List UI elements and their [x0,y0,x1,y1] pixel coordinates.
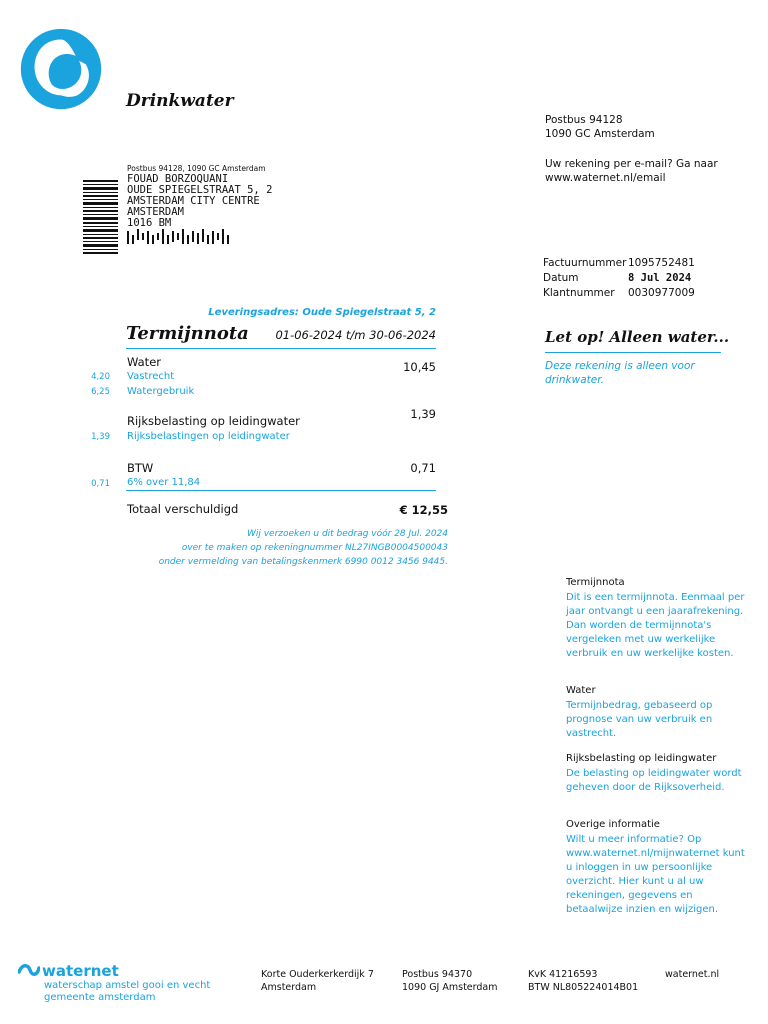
watergebruik-amount: 6,25 [91,387,110,397]
rijksbelastingen-label: Rijksbelastingen op leidingwater [127,431,290,442]
footer-logo-sub2: gemeente amsterdam [44,992,156,1003]
footer-registration [528,968,638,994]
footer-logo [18,962,210,1004]
email-link[interactable]: www.waternet.nl/email [545,172,666,184]
alert-text: Deze rekening is alleen voor drinkwater. [545,360,695,386]
customer-number-label: Klantnummer [543,287,615,299]
invoice-date-label: Datum [543,272,579,284]
footer-logo-word: waternet [42,962,119,980]
tax-amount: 1,39 [410,407,436,421]
btw-label: BTW [127,461,154,475]
payment-note-line: over te maken op rekeningnummer NL27INGB0004500043 [181,543,448,553]
payment-note-line: onder vermelding van betalingskenmerk 6990 0012 3456 9445. [158,557,448,567]
footer-website-link[interactable]: waternet.nl [665,969,720,980]
footer-address [261,968,374,994]
email-note: Uw rekening per e-mail? Ga naar [545,158,718,170]
billing-period: 01-06-2024 t/m 30-06-2024 [275,328,436,342]
info-tax-body: De belasting op leidingwater wordt geheven door de Rijksoverheid. [566,768,742,793]
payment-note-line: Wij verzoeken u dit bedrag vóór 28 Jul. 2024 [246,529,448,539]
invoice-type-title: Termijnnota [126,323,249,344]
info-termijnnota-body: Dit is een termijnnota. Eenmaal per jaar ontvangt u een jaarafrekening. Dan worden de termijnnota's vergeleken met uw werkelijke verbruik en uw werkelijke kosten. [566,592,745,659]
info-water-body: Termijnbedrag, gebaseerd op prognose van uw verbruik en vastrecht. [566,700,713,739]
title-divider [126,348,436,349]
rijksbelastingen-amount: 1,39 [91,432,110,442]
water-amount: 10,45 [403,360,436,374]
recipient-area: AMSTERDAM CITY CENTRE [127,195,260,207]
payment-instructions [120,527,448,569]
recipient-address [127,174,272,229]
btw-amount: 0,71 [410,461,436,475]
btw-base-label: 6% over 11,84 [127,477,201,488]
footer-street: Korte Ouderkerkerdijk 7 [261,969,374,980]
footer-city: Amsterdam [261,982,317,993]
info-tax-heading: Rijksbelasting op leidingwater [566,753,717,764]
info-other-heading: Overige informatie [566,819,660,830]
footer-postbox-city: 1090 GJ Amsterdam [402,982,498,993]
header-postal-city: 1090 GC Amsterdam [545,128,655,140]
vastrecht-amount: 4,20 [91,372,110,382]
invoice-number-value: 1095752481 [628,257,695,269]
waternet-wave-icon [18,962,40,980]
tax-label: Rijksbelasting op leidingwater [127,414,300,428]
recipient-postcode: 1016 BM [127,217,172,229]
footer-btw: BTW NL805224014B01 [528,982,639,993]
total-divider [126,490,436,491]
sender-return-address: Postbus 94128, 1090 GC Amsterdam [127,164,266,173]
info-water-heading: Water [566,685,596,696]
customer-number-value: 0030977009 [628,287,695,299]
watergebruik-label: Watergebruik [127,386,195,397]
water-label: Water [127,355,161,369]
recipient-city: AMSTERDAM [127,206,184,218]
footer-postbox-line: Postbus 94370 [402,969,473,980]
vastrecht-label: Vastrecht [127,371,175,382]
footer-postbox [402,968,498,994]
waternet-logo-icon [20,28,102,110]
total-label: Totaal verschuldigd [127,502,239,516]
alert-title: Let op! Alleen water... [545,328,730,346]
barcode-left-icon [83,180,118,254]
invoice-date-value: 8 Jul 2024 [628,272,692,284]
invoice-number-label: Factuurnummer [543,257,627,269]
footer-logo-sub1: waterschap amstel gooi en vecht [44,980,211,991]
alert-divider [545,352,721,353]
document-title: Drinkwater [126,91,234,111]
info-termijnnota-heading: Termijnnota [566,577,625,588]
recipient-street: OUDE SPIEGELSTRAAT 5, 2 [127,184,273,196]
recipient-name: FOUAD BORZOQUANI [127,173,229,185]
info-other-body: Wilt u meer informatie? Op www.waternet.nl/mijnwaternet kunt u inloggen in uw persoonlijke overzicht. Hier kunt u al uw rekeningen, gegevens en betaalwijze inzien en wijzigen. [566,834,745,915]
footer-kvk: KvK 41216593 [528,969,598,980]
total-amount: € 12,55 [399,503,448,517]
postal-barcode-icon [127,229,233,246]
header-postbox: Postbus 94128 [545,114,623,126]
delivery-address: Leveringsadres: Oude Spiegelstraat 5, 2 [208,307,436,318]
btw-base-amount: 0,71 [91,479,110,489]
